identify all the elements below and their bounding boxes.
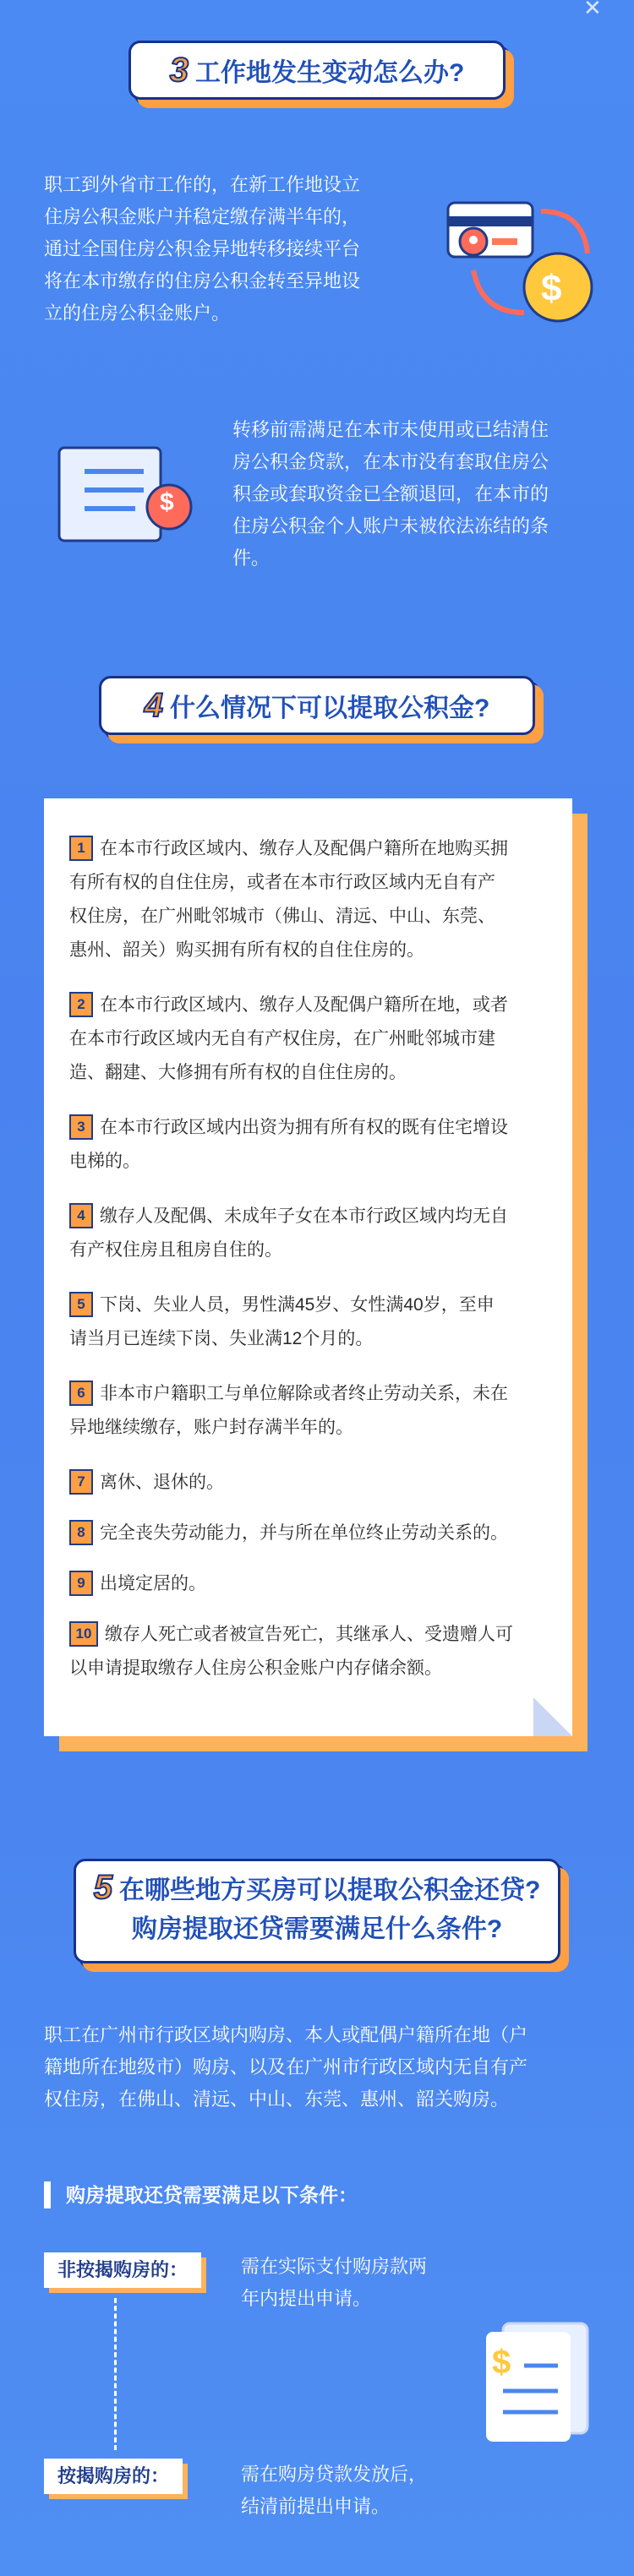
para-line: 房公积金贷款，在本市没有套取住房公 — [232, 451, 549, 472]
non-mortgage-text — [241, 2251, 495, 2315]
list-item — [69, 1466, 555, 1500]
list-item — [69, 832, 555, 967]
item-line: 权住房，在广州毗邻城市（佛山、清远、中山、东莞、 — [69, 907, 495, 926]
item-number-badge: 4 — [69, 1203, 93, 1228]
item-number-badge: 5 — [69, 1292, 93, 1317]
para-line: 住房公积金账户并稳定缴存满半年的， — [44, 206, 361, 227]
item-line: 在本市行政区域内、缴存人及配偶户籍所在地，或者 — [100, 995, 508, 1015]
item-number-badge: 6 — [69, 1381, 93, 1406]
section5-paragraph — [44, 2019, 602, 2116]
conditions-card — [44, 798, 572, 1736]
item-line: 惠州、韶关）购买拥有所有权的自住住房的。 — [69, 940, 424, 960]
para-line: 职工在广州市行政区域内购房、本人或配偶户籍所在地（户 — [44, 2024, 528, 2045]
para-line: 住房公积金个人账户未被依法冻结的条 — [232, 515, 549, 536]
para-line: 年内提出申请。 — [241, 2288, 372, 2309]
item-line: 以申请提取缴存人住房公积金账户内存储余额。 — [69, 1658, 442, 1678]
para-line: 职工到外省市工作的，在新工作地设立 — [44, 174, 361, 195]
item-line: 非本市户籍职工与单位解除或者终止劳动关系，未在 — [100, 1384, 508, 1403]
item-line: 下岗、失业人员，男性满45岁、女性满40岁，至申 — [100, 1295, 495, 1315]
para-line: 需在实际支付购房款两 — [241, 2256, 428, 2277]
list-item — [69, 1377, 555, 1445]
close-icon: ✕ — [583, 0, 602, 20]
list-item — [69, 988, 555, 1090]
para-line: 通过全国住房公积金异地转移接续平台 — [44, 238, 361, 259]
item-line: 请当月已连续下岗、失业满12个月的。 — [69, 1329, 374, 1348]
item-number-badge: 7 — [69, 1469, 93, 1495]
item-line: 电梯的。 — [69, 1152, 140, 1171]
item-line: 造、翻建、大修拥有所有权的自住住房的。 — [69, 1063, 407, 1082]
section5-title-line2: 购房提取还贷需要满足什么条件? — [131, 1915, 503, 1943]
item-line: 在本市行政区域内出资为拥有所有权的既有住宅增设 — [100, 1118, 508, 1137]
para-line: 籍地所在地级市）购房、以及在广州市行政区域内无自有产 — [44, 2056, 528, 2078]
section4-title-text: 什么情况下可以提取公积金? — [169, 694, 490, 722]
document-dollar-icon — [478, 2315, 596, 2450]
para-line: 转移前需满足在本市未使用或已结清住 — [232, 419, 549, 440]
mortgage-text — [241, 2459, 511, 2523]
dollar-icon: $ — [541, 268, 562, 309]
section5-title — [74, 1859, 560, 1963]
item-line: 完全丧失劳动能力，并与所在单位终止劳动关系的。 — [100, 1523, 508, 1543]
section5-number: 5 — [93, 1869, 112, 1906]
item-number-badge: 9 — [69, 1571, 93, 1596]
section4-title — [99, 676, 535, 735]
item-number-badge: 10 — [69, 1621, 98, 1647]
list-item — [69, 1618, 555, 1686]
list-item — [69, 1200, 555, 1267]
page-curl — [533, 1697, 572, 1736]
section3-title — [128, 41, 506, 100]
item-line: 离休、退休的。 — [100, 1473, 224, 1492]
non-mortgage-tag: 非按揭购房的： — [44, 2252, 201, 2288]
item-line: 缴存人死亡或者被宣告死亡，其继承人、受遗赠人可 — [105, 1625, 513, 1644]
mortgage-tag: 按揭购房的： — [44, 2459, 183, 2494]
list-item — [69, 1111, 555, 1179]
item-line: 出境定居的。 — [100, 1574, 206, 1593]
item-line: 有所有权的自住住房，或者在本市行政区域内无自有产 — [69, 873, 495, 892]
document-icon — [51, 439, 203, 549]
para-line: 积金或套取资金已全额退回，在本市的 — [232, 483, 549, 504]
item-line: 异地继续缴存，账户封存满半年的。 — [69, 1418, 353, 1437]
list-item — [69, 1288, 555, 1356]
item-number-badge: 8 — [69, 1520, 93, 1545]
section5-title-line1: 在哪些地方买房可以提取公积金还贷? — [118, 1876, 541, 1904]
condition-marker — [44, 2181, 51, 2208]
item-line: 有产权住房且租房自住的。 — [69, 1240, 282, 1260]
para-line: 需在购房贷款发放后， — [241, 2464, 428, 2485]
card-transfer-icon — [440, 186, 609, 329]
section3-title-text: 工作地发生变动怎么办? — [194, 59, 465, 87]
item-number-badge: 2 — [69, 992, 93, 1017]
item-line: 在本市行政区域内、缴存人及配偶户籍所在地购买拥 — [100, 839, 508, 858]
section3-paragraph1 — [44, 169, 433, 329]
item-line: 在本市行政区域内无自有产权住房，在广州毗邻城市建 — [69, 1029, 495, 1048]
item-line: 缴存人及配偶、未成年子女在本市行政区域内均无自 — [100, 1206, 508, 1226]
para-line: 权住房，在佛山、清远、中山、东莞、惠州、韶关购房。 — [44, 2089, 510, 2110]
condition-heading: 购房提取还贷需要满足以下条件： — [66, 2184, 358, 2206]
list-item — [69, 1567, 555, 1601]
para-line: 结清前提出申请。 — [241, 2496, 391, 2517]
item-number-badge: 3 — [69, 1114, 93, 1140]
para-line: 将在本市缴存的住房公积金转至异地设 — [44, 270, 361, 291]
para-line: 件。 — [232, 547, 271, 569]
list-item — [69, 1517, 555, 1550]
dashed-connector — [114, 2298, 117, 2450]
item-number-badge: 1 — [69, 836, 93, 861]
section3-number: 3 — [169, 52, 189, 89]
dollar-icon: $ — [492, 2344, 511, 2381]
section4-number: 4 — [144, 687, 163, 724]
section3-paragraph2 — [232, 414, 604, 575]
para-line: 立的住房公积金账户。 — [44, 302, 231, 324]
dollar-icon: $ — [160, 488, 174, 516]
